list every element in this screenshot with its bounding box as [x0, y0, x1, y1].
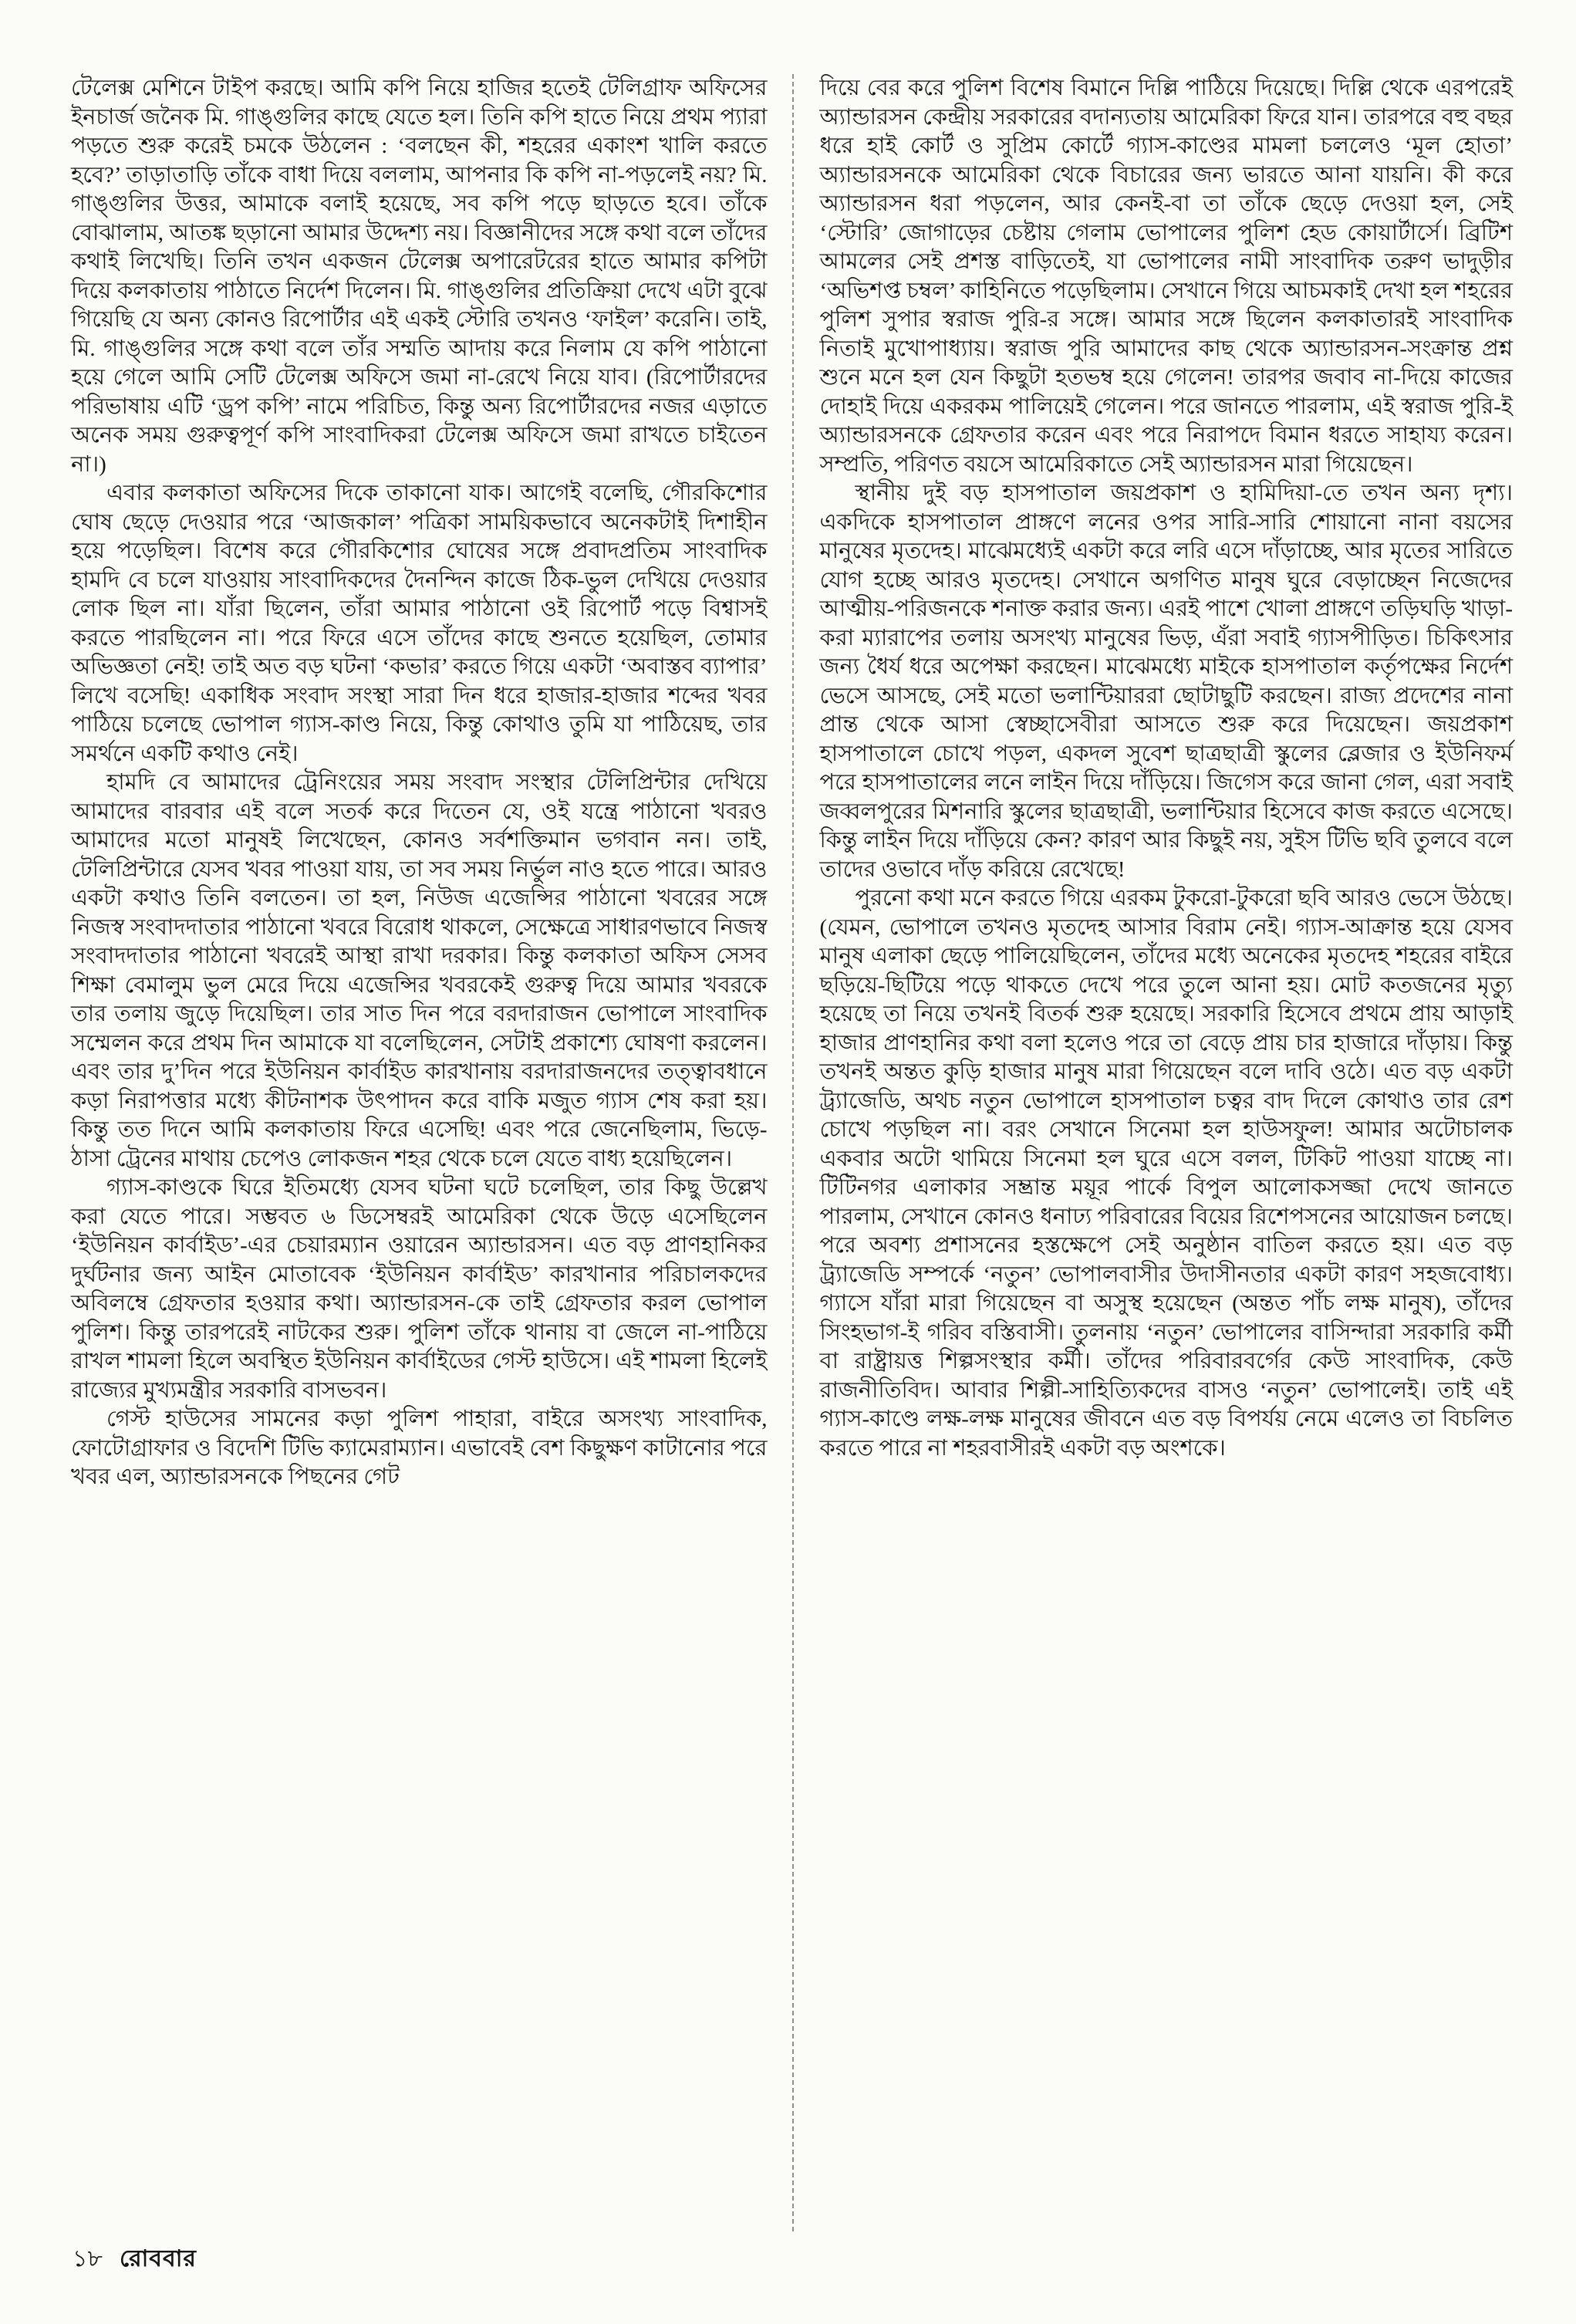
paragraph: গেস্ট হাউসের সামনের কড়া পুলিশ পাহারা, বাইরে অসংখ্য সাংবাদিক, ফোটোগ্রাফার ও বিদেশি টিভি ক্যামেরাম্যান। এভাবেই বেশ কিছুক্ষণ কাটানোর পরে খবর এল, অ্যান্ডারসনকে পিছনের গেট	[71, 1407, 768, 1489]
article-body	[71, 74, 1513, 2231]
left-column	[71, 74, 792, 1492]
paragraph: স্থানীয় দুই বড় হাসপাতাল জয়প্রকাশ ও হামিদিয়া-তে তখন অন্য দৃশ্য। একদিকে হাসপাতাল প্রাঙ্গণে লনের ওপর সারি-সারি শোয়ানো নানা বয়সের মানুষের মৃতদেহ। মাঝেমধ্যেই একটা করে লরি এসে দাঁড়াচ্ছে, আর মৃতের সারিতে যোগ হচ্ছে আরও মৃতদেহ। সেখানে অগণিত মানুষ ঘুরে বেড়াচ্ছেন নিজেদের আত্মীয়-পরিজনকে শনাক্ত করার জন্য। এরই পাশে খোলা প্রাঙ্গণে তড়িঘড়ি খাড়া-করা ম্যারাপের তলায় অসংখ্য মানুষের ভিড়, এঁরা সবাই গ্যাসপীড়িত। চিকিৎসার জন্য ধৈর্য ধরে অপেক্ষা করছেন। মাঝেমধ্যে মাইকে হাসপাতাল কর্তৃপক্ষের নির্দেশ ভেসে আসছে, সেই মতো ভলান্টিয়াররা ছোটাছুটি করছেন। রাজ্য প্রদেশের নানা প্রান্ত থেকে আসা স্বেচ্ছাসেবীরা আসতে শুরু করে দিয়েছেন। জয়প্রকাশ হাসপাতালে চোখে পড়ল, একদল সুবেশ ছাত্রছাত্রী স্কুলের ব্লেজার ও ইউনিফর্ম পরে হাসপাতালের লনে লাইন দিয়ে দাঁড়িয়ে। জিগেস করে জানা গেল, এরা সবাই জব্বলপুরের মিশনারি স্কুলের ছাত্রছাত্রী, ভলান্টিয়ার হিসেবে কাজ করতে এসেছে। কিন্তু লাইন দিয়ে দাঁড়িয়ে কেন? কারণ আর কিছুই নয়, সুইস টিভি ছবি তুলবে বলে তাদের ওভাবে দাঁড় করিয়ে রেখেছে!	[819, 481, 1513, 882]
right-column	[792, 74, 1514, 2231]
page-footer	[73, 2240, 197, 2279]
paragraph: এবার কলকাতা অফিসের দিকে তাকানো যাক। আগেই বলেছি, গৌরকিশোর ঘোষ ছেড়ে দেওয়ার পরে ‘আজকাল’ পত্রিকা সাময়িকভাবে অনেকটাই দিশাহীন হয়ে পড়েছিল। বিশেষ করে গৌরকিশোর ঘোষের সঙ্গে প্রবাদপ্রতিম সাংবাদিক হামদি বে চলে যাওয়ায় সাংবাদিকদের দৈনন্দিন কাজে ঠিক-ভুল দেখিয়ে দেওয়ার লোক ছিল না। যাঁরা ছিলেন, তাঁরা আমার পাঠানো ওই রিপোর্ট পড়ে বিশ্বাসই করতে পারছিলেন না। পরে ফিরে এসে তাঁদের কাছে শুনতে হয়েছিল, তোমার অভিজ্ঞতা নেই! তাই অত বড় ঘটনা ‘কভার’ করতে গিয়ে একটা ‘অবাস্তব ব্যাপার’ লিখে বসেছি! একাধিক সংবাদ সংস্থা সারা দিন ধরে হাজার-হাজার শব্দের খবর পাঠিয়ে চলেছে ভোপাল গ্যাস-কাণ্ড নিয়ে, কিন্তু কোথাও তুমি যা পাঠিয়েছ, তার সমর্থনে একটি কথাও নেই।	[71, 481, 768, 766]
paragraph: গ্যাস-কাণ্ডকে ঘিরে ইতিমধ্যে যেসব ঘটনা ঘটে চলেছিল, তার কিছু উল্লেখ করা যেতে পারে। সম্ভবত ৬ ডিসেম্বরই আমেরিকা থেকে উড়ে এসেছিলেন ‘ইউনিয়ন কার্বাইড’-এর চেয়ারম্যান ওয়ারেন অ্যান্ডারসন। এত বড় প্রাণহানিকর দুর্ঘটনার জন্য আইন মোতাবেক ‘ইউনিয়ন কার্বাইড’ কারখানার পরিচালকদের অবিলম্বে গ্রেফতার হওয়ার কথা। অ্যান্ডারসন-কে তাই গ্রেফতার করল ভোপাল পুলিশ। কিন্তু তারপরেই নাটকের শুরু। পুলিশ তাঁকে থানায় বা জেলে না-পাঠিয়ে রাখল শামলা হিলে অবস্থিত ইউনিয়ন কার্বাইডের গেস্ট হাউসে। এই শামলা হিলেই রাজ্যের মুখ্যমন্ত্রীর সরকারি বাসভবন।	[71, 1175, 768, 1403]
paragraph: টেলেক্স মেশিনে টাইপ করছে। আমি কপি নিয়ে হাজির হতেই টেলিগ্রাফ অফিসের ইনচার্জ জনৈক মি. গাঙ্গুলির কাছে যেতে হল। তিনি কপি হাতে নিয়ে প্রথম প্যারা পড়তে শুরু করেই চমকে উঠলেন : ‘বলছেন কী, শহরের একাংশ খালি করতে হবে?’ তাড়াতাড়ি তাঁকে বাধা দিয়ে বললাম, আপনার কি কপি না-পড়লেই নয়? মি. গাঙ্গুলির উত্তর, আমাকে বলাই হয়েছে, সব কপি পড়ে ছাড়তে হবে। তাঁকে বোঝালাম, আতঙ্ক ছড়ানো আমার উদ্দেশ্য নয়। বিজ্ঞানীদের সঙ্গে কথা বলে তাঁদের কথাই লিখেছি। তিনি তখন একজন টেলেক্স অপারেটরের হাতে আমার কপিটা দিয়ে কলকাতায় পাঠাতে নির্দেশ দিলেন। মি. গাঙ্গুলির প্রতিক্রিয়া দেখে এটা বুঝে গিয়েছি যে অন্য কোনও রিপোর্টার এই একই স্টোরি তখনও ‘ফাইল’ করেনি। তাই, মি. গাঙ্গুলির সঙ্গে কথা বলে তাঁর সম্মতি আদায় করে নিলাম যে কপি পাঠানো হয়ে গেলে আমি সেটি টেলেক্স অফিসে জমা না-রেখে নিয়ে যাব। (রিপোর্টারদের পরিভাষায় এটি ‘ড্রপ কপি’ নামে পরিচিত, কিন্তু অন্য রিপোর্টারদের নজর এড়াতে অনেক সময় গুরুত্বপূর্ণ কপি সাংবাদিকরা টেলেক্স অফিসে জমা রাখতে চাইতেন না।)	[71, 76, 768, 477]
paragraph: দিয়ে বের করে পুলিশ বিশেষ বিমানে দিল্লি পাঠিয়ে দিয়েছে। দিল্লি থেকে এরপরেই অ্যান্ডারসন কেন্দ্রীয় সরকারের বদান্যতায় আমেরিকা ফিরে যান। তারপরে বহু বছর ধরে হাই কোর্ট ও সুপ্রিম কোর্টে গ্যাস-কাণ্ডের মামলা চললেও ‘মূল হোতা’ অ্যান্ডারসনকে আমেরিকা থেকে বিচারের জন্য ভারতে আনা যায়নি। কী করে অ্যান্ডারসন ধরা পড়লেন, আর কেনই-বা তা তাঁকে ছেড়ে দেওয়া হল, সেই ‘স্টোরি’ জোগাড়ের চেষ্টায় গেলাম ভোপালের পুলিশ হেড কোয়ার্টার্সে। ব্রিটিশ আমলের সেই প্রশস্ত বাড়িতেই, যা ভোপালের নামী সাংবাদিক তরুণ ভাদুড়ীর ‘অভিশপ্ত চম্বল’ কাহিনিতে পড়েছিলাম। সেখানে গিয়ে আচমকাই দেখা হল শহরের পুলিশ সুপার স্বরাজ পুরি-র সঙ্গে। আমার সঙ্গে ছিলেন কলকাতারই সাংবাদিক নিতাই মুখোপাধ্যায়। স্বরাজ পুরি আমাদের কাছ থেকে অ্যান্ডারসন-সংক্রান্ত প্রশ্ন শুনে মনে হল যেন কিছুটা হতভম্ব হয়ে গেলেন! তারপর জবাব না-দিয়ে কাজের দোহাই দিয়ে একরকম পালিয়েই গেলেন। পরে জানতে পারলাম, এই স্বরাজ পুরি-ই অ্যান্ডারসনকে গ্রেফতার করেন এবং পরে নিরাপদে বিমান ধরতে সাহায্য করেন। সম্প্রতি, পরিণত বয়সে আমেরিকাতে সেই অ্যান্ডারসন মারা গিয়েছেন।	[819, 76, 1513, 477]
paragraph: পুরনো কথা মনে করতে গিয়ে এরকম টুকরো-টুকরো ছবি আরও ভেসে উঠছে। (যেমন, ভোপালে তখনও মৃতদেহ আসার বিরাম নেই। গ্যাস-আক্রান্ত হয়ে যেসব মানুষ এলাকা ছেড়ে পালিয়েছিলেন, তাঁদের মধ্যে অনেকের মৃতদেহ শহরের বাইরে ছড়িয়ে-ছিটিয়ে পড়ে থাকতে দেখে পরে তুলে আনা হয়। মোট কতজনের মৃত্যু হয়েছে তা নিয়ে তখনই বিতর্ক শুরু হয়েছে। সরকারি হিসেবে প্রথমে প্রায় আড়াই হাজার প্রাণহানির কথা বলা হলেও পরে তা বেড়ে প্রায় চার হাজারে দাঁড়ায়। কিন্তু তখনই অন্তত কুড়ি হাজার মানুষ মারা গিয়েছেন বলে দাবি ওঠে। এত বড় একটা ট্র্যাজেডি, অথচ নতুন ভোপালে হাসপাতাল চত্বর বাদ দিলে কোথাও তার রেশ চোখে পড়ছিল না। বরং সেখানে সিনেমা হল হাউসফুল! আমার অটোচালক একবার অটো থামিয়ে সিনেমা হল ঘুরে এসে বলল, টিকিট পাওয়া যাচ্ছে না। টিটিনগর এলাকার সম্ভ্রান্ত ময়ূর পার্কে বিপুল আলোকসজ্জা দেখে জানতে পারলাম, সেখানে কোনও ধনাঢ্য পরিবারের বিয়ের রিশেপসনের আয়োজন চলছে। পরে অবশ্য প্রশাসনের হস্তক্ষেপে সেই অনুষ্ঠান বাতিল করতে হয়। এত বড় ট্র্যাজেডি সম্পর্কে ‘নতুন’ ভোপালবাসীর উদাসীনতার একটা কারণ সহজবোধ্য। গ্যাসে যাঁরা মারা গিয়েছেন বা অসুস্থ হয়েছেন (অন্তত পাঁচ লক্ষ মানুষ), তাঁদের সিংহভাগ-ই গরিব বস্তিবাসী। তুলনায় ‘নতুন’ ভোপালের বাসিন্দারা সরকারি কর্মী বা রাষ্ট্রায়ত্ত শিল্পসংস্থার কর্মী। তাঁদের পরিবারবর্গের কেউ সাংবাদিক, কেউ রাজনীতিবিদ। আবার শিল্পী-সাহিত্যিকদের বাসও ‘নতুন’ ভোপালেই। তাই এই গ্যাস-কাণ্ডে লক্ষ-লক্ষ মানুষের জীবনে এত বড় বিপর্যয় নেমে এলেও তা বিচলিত করতে পারে না শহরবাসীরই একটা বড় অংশকে।	[819, 886, 1513, 1461]
page-number: ১৮	[73, 2246, 103, 2272]
paragraph: হামদি বে আমাদের ট্রেনিংয়ের সময় সংবাদ সংস্থার টেলিপ্রিন্টার দেখিয়ে আমাদের বারবার এই বলে সতর্ক করে দিতেন যে, ওই যন্ত্রে পাঠানো খবরও আমাদের মতো মানুষই লিখেছেন, কোনও সর্বশক্তিমান ভগবান নন। তাই, টেলিপ্রিন্টারে যেসব খবর পাওয়া যায়, তা সব সময় নির্ভুল নাও হতে পারে। আরও একটা কথাও তিনি বলতেন। তা হল, নিউজ এজেন্সির পাঠানো খবরের সঙ্গে নিজস্ব সংবাদদাতার পাঠানো খবরে বিরোধ থাকলে, সেক্ষেত্রে সাধারণভাবে নিজস্ব সংবাদদাতার পাঠানো খবরেই আস্থা রাখা দরকার। কিন্তু কলকাতা অফিস সেসব শিক্ষা বেমালুম ভুল মেরে দিয়ে এজেন্সির খবরকেই গুরুত্ব দিয়ে আমার খবরকে তার তলায় জুড়ে দিয়েছিল। তার সাত দিন পরে বরদারাজন ভোপালে সাংবাদিক সম্মেলন করে প্রথম দিন আমাকে যা বলেছিলেন, সেটাই প্রকাশ্যে ঘোষণা করলেন। এবং তার দু’দিন পরে ইউনিয়ন কার্বাইড কারখানায় বরদারাজনদের তত্ত্বাবধানে কড়া নিরাপত্তার মধ্যে কীটনাশক উৎপাদন করে বাকি মজুত গ্যাস শেষ করা হয়। কিন্তু তত দিনে আমি কলকাতায় ফিরে এসেছি! এবং পরে জেনেছিলাম, ভিড়ে-ঠাসা ট্রেনের মাথায় চেপেও লোকজন শহর থেকে চলে যেতে বাধ্য হয়েছিলেন।	[71, 770, 768, 1171]
magazine-name: রোববার	[119, 2246, 197, 2272]
